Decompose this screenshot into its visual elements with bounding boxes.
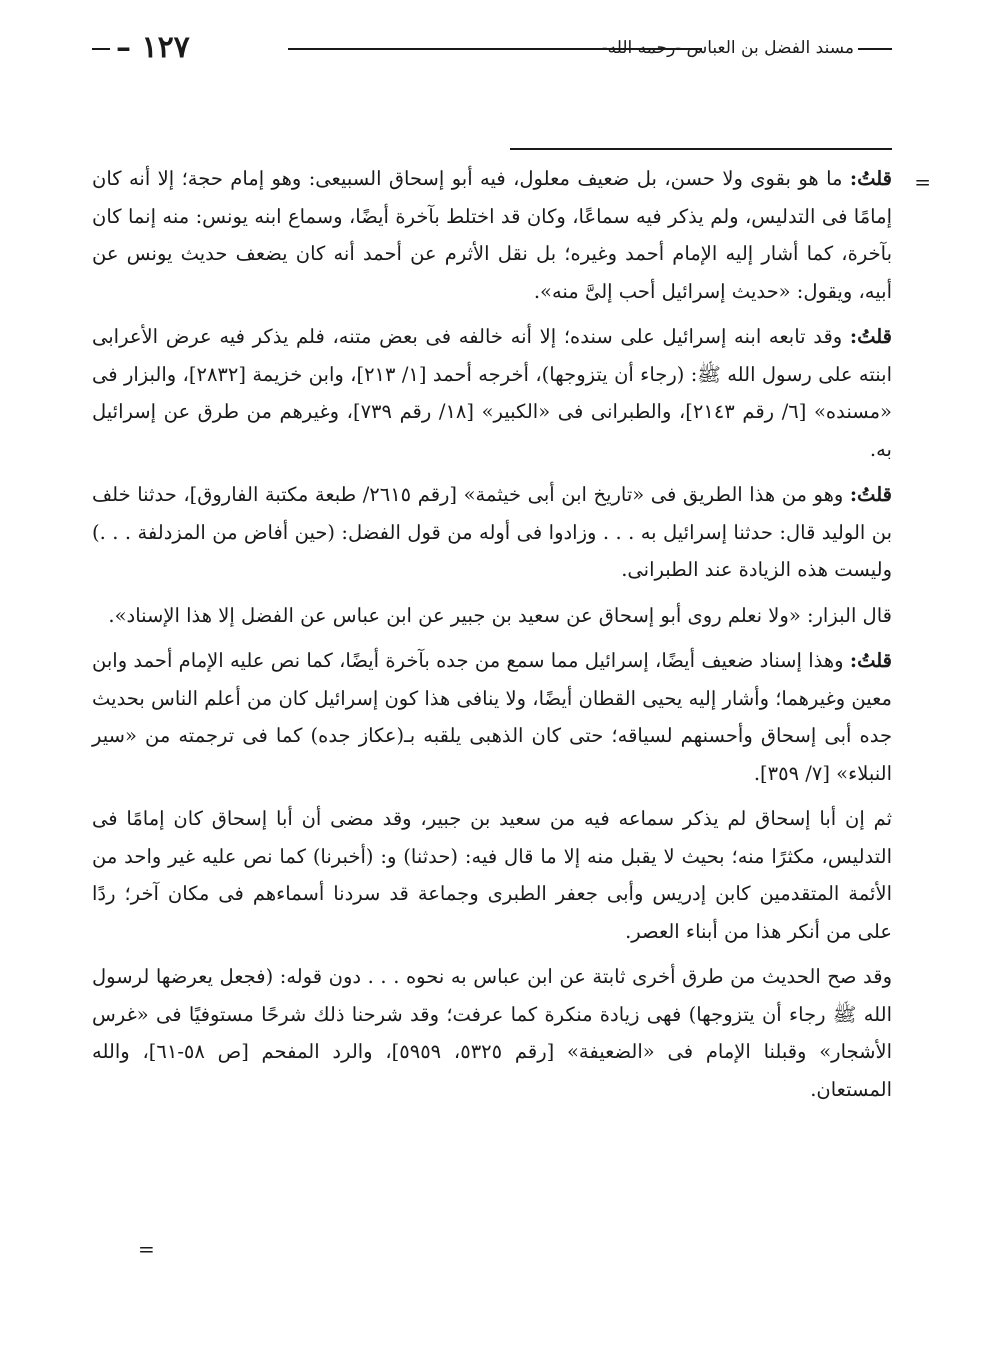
paragraph-text: وقد تابعه ابنه إسرائيل على سنده؛ إلا أنه خالفه فى بعض متنه، فلم يذكر فيه عرض الأعرابى ابنته على رسول الله ﷺ: (رجاء أن يتزوجها)، أخرجه أحمد [١/ ٢١٣]، وابن خزيمة [٢٨٣٢]، والبزار فى «مسنده» [٦/ رقم ٢١٤٣]، والطبرانى فى «الكبير» [١٨/ رقم ٧٣٩]، وغيرهم من طرق عن إسرائيل به. <box>92 325 892 461</box>
qult-label: قلتُ: <box>849 325 892 348</box>
paragraph-text: ثم إن أبا إسحاق لم يذكر سماعه فيه من سعيد بن جبير، وقد مضى أن أبا إسحاق كان إمامًا فى التدليس، مكثرًا منه؛ بحيث لا يقبل منه إلا ما قال فيه: (حدثنا) و: (أخبرنا) كما نص عليه غير واحد من الأئمة المتقدمين كابن إدريس وأبى جعفر الطبرى وجماعة قد سردنا أسماءهم فى مكان آخر؛ ردًا على من أنكر هذا من أبناء العصر. <box>92 807 892 943</box>
paragraph <box>92 160 892 310</box>
paragraph-text: ما هو بقوى ولا حسن، بل ضعيف معلول، فيه أبو إسحاق السبيعى: وهو إمام حجة؛ إلا أنه كان إمامًا فى التدليس، ولم يذكر فيه سماعًا، وكان قد اختلط بآخرة أيضًا، وسماع ابنه يونس: منه إنما كان بآخرة، كما أشار إليه الإمام أحمد وغيره؛ بل نقل الأثرم عن أحمد أنه كان يضعف حديث يونس عن أبيه، ويقول: «حديث إسرائيل أحب إلىَّ منه». <box>92 167 892 303</box>
paragraph-text: وهو من هذا الطريق فى «تاريخ ابن أبى خيثمة» [رقم ٢٦١٥/ طبعة مكتبة الفاروق]، حدثنا خلف بن الوليد قال: حدثنا إسرائيل به . . . وزادوا فى أوله من قول الفضل: (حين أفاض من المزدلفة . . .) وليست هذه الزيادة عند الطبرانى. <box>92 483 892 581</box>
qult-label: قلتُ: <box>849 167 892 190</box>
paragraph <box>92 597 892 635</box>
paragraph <box>92 958 892 1108</box>
page-header <box>92 28 892 68</box>
paragraph-text: قال البزار: «ولا نعلم روى أبو إسحاق عن سعيد بن جبير عن ابن عباس عن الفضل إلا هذا الإسناد». <box>108 603 892 627</box>
end-continuation-mark: = <box>138 1237 155 1261</box>
running-title: مسند الفضل بن العباس -رحمه الله- <box>601 38 854 58</box>
page-number: – ١٢٧ <box>116 30 190 65</box>
paragraph-text: وقد صح الحديث من طرق أخرى ثابتة عن ابن عباس به نحوه . . . دون قوله: (فجعل يعرضها لرسول الله ﷺ رجاء أن يتزوجها) فهى زيادة منكرة كما عرفت؛ وقد شرحنا ذلك شرحًا مستوفيًا فى «غرس الأشجار» وقبلنا الإمام فى «الضعيفة» [رقم ٥٣٢٥، ٥٩٥٩]، والرد المفحم [ص ٥٨-٦١]، والله المستعان. <box>92 965 892 1101</box>
paragraph <box>92 642 892 792</box>
footnote-body <box>92 160 892 1116</box>
paragraph <box>92 318 892 468</box>
qult-label: قلتُ: <box>849 483 892 506</box>
qult-label: قلتُ: <box>849 649 892 672</box>
paragraph-text: وهذا إسناد ضعيف أيضًا، إسرائيل مما سمع من جده بآخرة أيضًا، كما نص عليه الإمام أحمد وابن معين وغيرهما؛ وأشار إليه يحيى القطان أيضًا، ولا ينافى هذا كون إسرائيل كان من أعلم الناس بحديث جده أبى إسحاق وأحسنهم لسياقه؛ حتى كان الذهبى يلقبه بـ(عكاز جده) كما فى ترجمته من «سير النبلاء» [٧/ ٣٥٩]. <box>92 649 892 785</box>
header-rule-left <box>92 48 110 50</box>
continuation-mark: = <box>914 170 931 194</box>
footnote-separator <box>510 148 892 150</box>
header-rule-right <box>858 48 892 50</box>
paragraph <box>92 800 892 950</box>
paragraph <box>92 476 892 589</box>
